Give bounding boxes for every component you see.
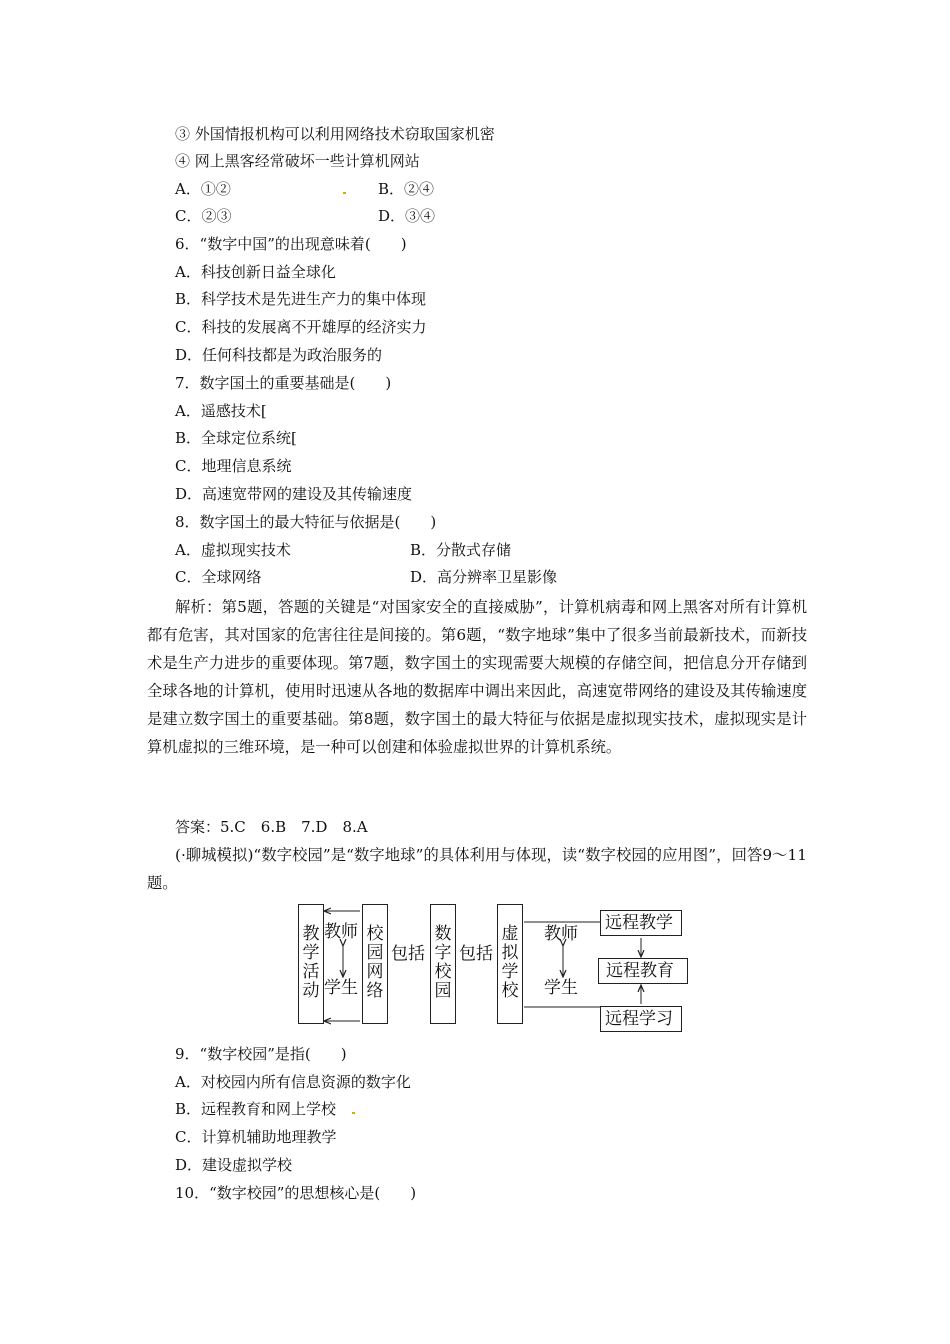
remote-teaching-label: 远程教学 <box>605 913 673 933</box>
statement-4: ④ 网上黑客经常破坏一些计算机网站 <box>175 152 420 170</box>
q6-option-a: A．科技创新日益全球化 <box>175 263 336 281</box>
q9-option-b: B．远程教育和网上学校 <box>175 1100 337 1118</box>
q6-option-b: B．科学技术是先进生产力的集中体现 <box>175 290 427 308</box>
q7-option-c: C．地理信息系统 <box>175 457 292 475</box>
intro-paragraph: (·聊城模拟)“数字校园”是“数字地球”的具体利用与体现，读“数字校园的应用图”，回答9～11题。 <box>147 846 807 892</box>
box-campus-network-char-1: 校 <box>366 924 384 944</box>
q5-option-d: D．③④ <box>378 207 436 225</box>
remote-learning-label: 远程学习 <box>605 1009 673 1029</box>
q10-stem: 10．“数字校园”的思想核心是( ) <box>175 1184 417 1202</box>
box-teaching-activities-char-4: 动 <box>302 981 320 1001</box>
q9-option-d: D．建设虚拟学校 <box>175 1156 293 1174</box>
q6-option-c: C．科技的发展离不开雄厚的经济实力 <box>175 318 427 336</box>
statement-3: ③ 外国情报机构可以利用网络技术窃取国家机密 <box>175 125 495 143</box>
box-virtual-school-char-2: 拟 <box>501 943 519 963</box>
box-campus-network-char-2: 园 <box>366 943 384 963</box>
box-virtual-school-char-3: 学 <box>501 962 519 982</box>
q5-option-c: C．②③ <box>175 207 232 225</box>
box-digital-campus-char-4: 园 <box>434 981 452 1001</box>
box-teaching-activities-char-1: 教 <box>302 924 320 944</box>
q9-option-c: C．计算机辅助地理教学 <box>175 1128 337 1146</box>
q5-option-b: B．②④ <box>378 180 435 198</box>
q8-option-c: C．全球网络 <box>175 568 262 586</box>
q9-option-a: A．对校园内所有信息资源的数字化 <box>175 1073 411 1091</box>
box-digital-campus-char-3: 校 <box>434 962 452 982</box>
box-campus-network-char-3: 网 <box>366 962 384 982</box>
include-label-2: 包括 <box>459 944 493 964</box>
student-label-right: 学生 <box>544 978 578 998</box>
q9-stem: 9．“数字校园”是指( ) <box>175 1045 347 1063</box>
box-digital-campus-char-2: 字 <box>434 943 452 963</box>
teacher-label-right: 教师 <box>544 924 578 944</box>
box-teaching-activities-char-3: 活 <box>302 962 320 982</box>
include-label-1: 包括 <box>391 944 425 964</box>
student-label-left: 学生 <box>324 978 358 998</box>
q7-option-a: A．遥感技术[ <box>175 402 267 420</box>
box-teaching-activities-char-2: 学 <box>302 943 320 963</box>
box-virtual-school-char-1: 虚 <box>501 924 519 944</box>
answer-line: 答案：5.C 6.B 7.D 8.A <box>175 818 368 836</box>
speck-mark-2 <box>352 1112 355 1114</box>
q8-option-b: B．分散式存储 <box>410 541 512 559</box>
analysis-paragraph: 解析：第5题，答题的关键是“对国家安全的直接威胁”，计算机病毒和网上黑客对所有计算机都有危害，其对国家的危害往往是间接的。第6题，“数字地球”集中了很多当前最新技术，而新技术是生产力进步的重要体现。第7题，数字国土的实现需要大规模的存储空间，把信息分开存储到全球各地的计算机，使用时迅速从各地的数据库中调出来因此，高速宽带网络的建设及其传输速度是建立数字国土的重要基础。第8题，数字国土的最大特征与依据是虚拟现实技术，虚拟现实是计算机虚拟的三维环境，是一种可以创建和体验虚拟世界的计算机系统。 <box>147 598 807 756</box>
box-campus-network-char-4: 络 <box>366 981 384 1001</box>
q8-option-d: D．高分辨率卫星影像 <box>410 568 558 586</box>
q6-option-d: D．任何科技都是为政治服务的 <box>175 346 383 364</box>
box-digital-campus-char-1: 数 <box>434 924 452 944</box>
q8-stem: 8．数字国土的最大特征与依据是( ) <box>175 513 437 531</box>
q7-option-b: B．全球定位系统[ <box>175 429 297 447</box>
teacher-label-left: 教师 <box>324 922 358 942</box>
q8-option-a: A．虚拟现实技术 <box>175 541 291 559</box>
q6-stem: 6．“数字中国”的出现意味着( ) <box>175 235 407 253</box>
box-virtual-school-char-4: 校 <box>501 981 519 1001</box>
q5-option-a: A．①② <box>175 180 231 198</box>
remote-education-label: 远程教育 <box>606 961 674 981</box>
q7-option-d: D．高速宽带网的建设及其传输速度 <box>175 485 413 503</box>
q7-stem: 7．数字国土的重要基础是( ) <box>175 374 392 392</box>
